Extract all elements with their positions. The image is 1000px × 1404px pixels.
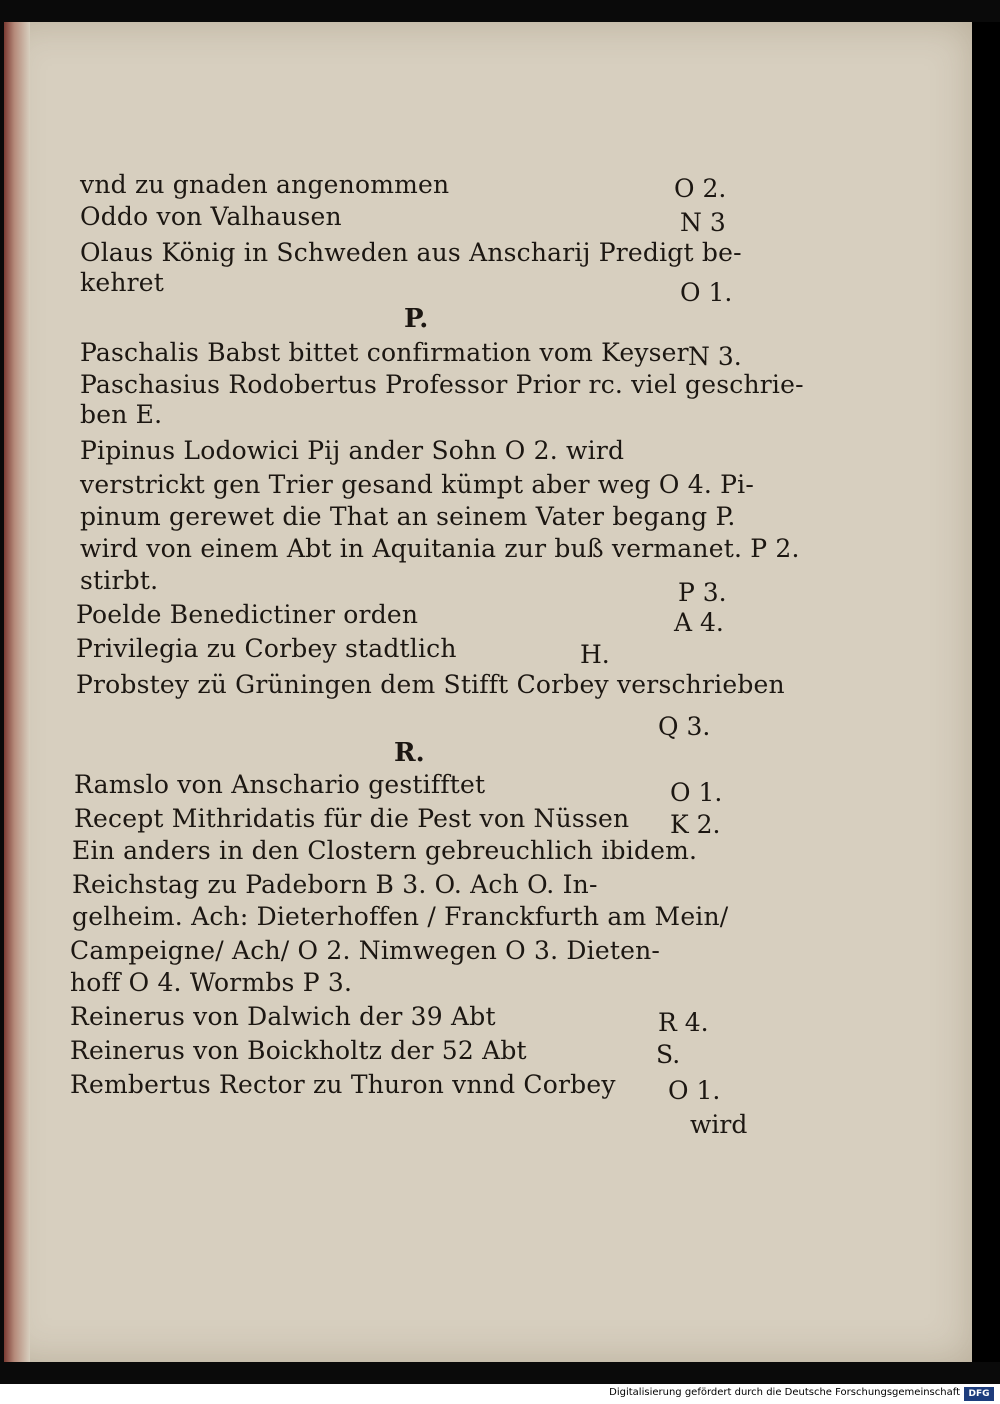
entry-line: kehret	[80, 268, 165, 297]
entry-line: Privilegia zu Corbey stadtlich	[76, 634, 457, 663]
catchword: wird	[690, 1110, 748, 1139]
entry-ref: R 4.	[658, 1008, 709, 1037]
dfg-logo: DFG	[964, 1387, 994, 1401]
entry-ref: P 3.	[678, 578, 727, 607]
entry-ref: O 1.	[670, 778, 723, 807]
entry-line: gelheim. Ach: Dieterhoffen / Franckfurth am Mein/	[72, 902, 729, 931]
section-letter-r: R.	[394, 738, 425, 768]
footer-bar	[0, 1384, 1000, 1404]
entry-line: Oddo von Valhausen	[80, 202, 342, 231]
entry-line: Ein anders in den Clostern gebreuchlich ibidem.	[72, 836, 698, 865]
entry-line: Recept Mithridatis für die Pest von Nüssen	[74, 804, 630, 833]
entry-line: hoff O 4. Wormbs P 3.	[70, 968, 353, 997]
entry-line: verstrickt gen Trier gesand kümpt aber weg O 4. Pi-	[80, 470, 754, 499]
entry-ref: S.	[656, 1040, 681, 1069]
entry-ref: N 3.	[688, 342, 742, 371]
entry-ref: H.	[580, 640, 610, 669]
entry-ref: K 2.	[670, 810, 721, 839]
entry-line: Poelde Benedictiner orden	[76, 600, 419, 629]
entry-line: Probstey zü Grüningen dem Stifft Corbey verschrieben	[76, 670, 785, 699]
entry-line: vnd zu gnaden angenommen	[80, 170, 450, 199]
entry-line: ben E.	[80, 400, 163, 429]
entry-ref: Q 3.	[658, 712, 711, 741]
entry-line: Reinerus von Dalwich der 39 Abt	[70, 1002, 496, 1031]
section-letter-p: P.	[404, 304, 429, 334]
book-page	[4, 22, 972, 1362]
entry-ref: O 1.	[668, 1076, 721, 1105]
entry-line: pinum gerewet die That an seinem Vater begang P.	[80, 502, 736, 531]
entry-line: Rembertus Rector zu Thuron vnnd Corbey	[70, 1070, 616, 1099]
entry-ref: O 2.	[674, 174, 727, 203]
entry-line: wird von einem Abt in Aquitania zur buß vermanet. P 2.	[80, 534, 800, 563]
page-binding-edge	[4, 22, 30, 1362]
entry-line: Pipinus Lodowici Pij ander Sohn O 2. wird	[80, 436, 625, 465]
entry-line: Paschalis Babst bittet confirmation vom Keyser	[80, 338, 689, 367]
entry-line: stirbt.	[80, 566, 159, 595]
entry-line: Ramslo von Anschario gestifftet	[74, 770, 486, 799]
entry-line: Reinerus von Boickholtz der 52 Abt	[70, 1036, 527, 1065]
footer-credit: Digitalisierung gefördert durch die Deutsche Forschungsgemeinschaft	[609, 1387, 960, 1398]
entry-line: Paschasius Rodobertus Professor Prior rc. viel geschrie-	[80, 370, 804, 399]
entry-ref: N 3	[680, 208, 726, 237]
entry-ref: A 4.	[674, 608, 724, 637]
scan-border	[972, 22, 1000, 1362]
entry-line: Olaus König in Schweden aus Anscharij Predigt be-	[80, 238, 742, 267]
entry-line: Campeigne/ Ach/ O 2. Nimwegen O 3. Dieten-	[70, 936, 661, 965]
entry-line: Reichstag zu Padeborn B 3. O. Ach O. In-	[72, 870, 598, 899]
entry-ref: O 1.	[680, 278, 733, 307]
